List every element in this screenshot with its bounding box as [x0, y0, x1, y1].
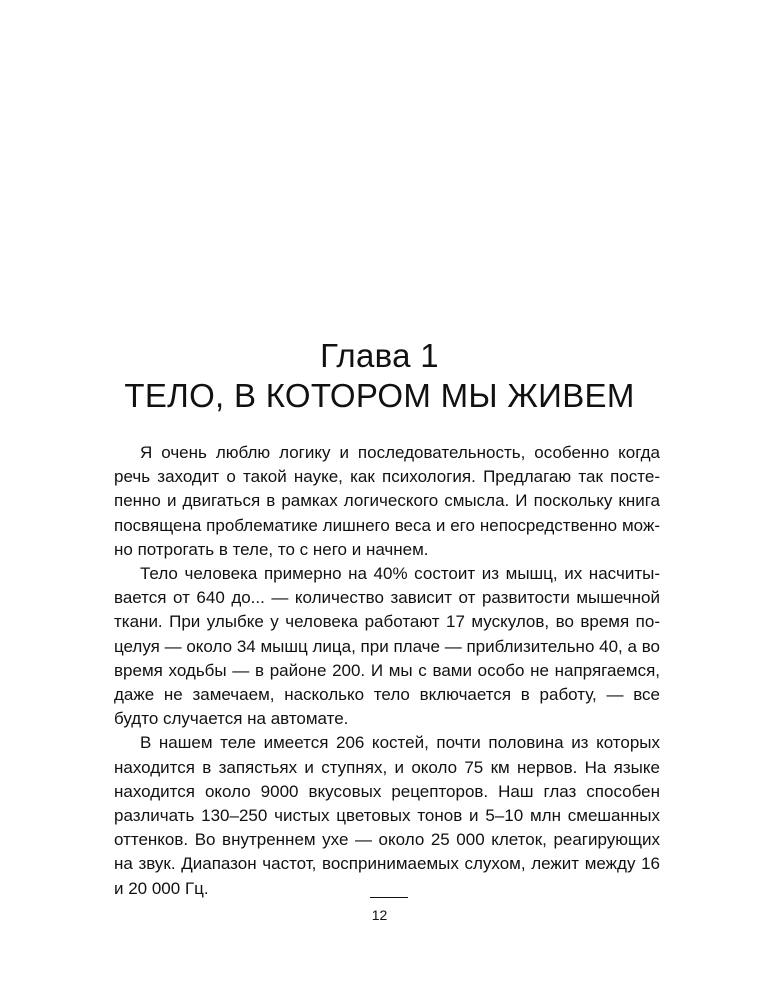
- chapter-number: Глава 1: [320, 337, 439, 374]
- footer-rule: [370, 897, 408, 898]
- paragraph: Тело человека примерно на 40% состоит из мышц, их насчитывается от 640 до... — количество зависит от развитости мышечной ткани. При улыбке у человека работают 17 мускулов, во время поцелуя — около 34 мышц лица, при плаче — приблизительно 40, а во время ходьбы — в районе 200. И мы с вами особо не напрягаемся, даже не замечаем, насколько тело включается в работу, — все будто случается на автомате.: [114, 564, 660, 729]
- chapter-title: ТЕЛО, В КОТОРОМ МЫ ЖИВЕМ: [124, 377, 635, 414]
- body-text: [114, 441, 660, 901]
- chapter-heading: [0, 336, 759, 416]
- paragraph: В нашем теле имеется 206 костей, почти половина из которых находится в запястьях и ступнях, и около 75 км нервов. На языке находится около 9000 вкусовых рецепторов. Наш глаз способен различать 130–250 чистых цветовых тонов и 5–10 млн смешанных оттенков. Во внутреннем ухе — около 25 000 клеток, реагирующих на звук. Диапазон частот, воспринимаемых слухом, лежит между 16 и 20 000 Гц.: [114, 733, 660, 898]
- paragraph: Я очень люблю логику и последовательность, особенно когда речь заходит о такой науке, как психология. Предлагаю так постепенно и двигаться в рамках логического смысла. И поскольку книга посвящена проблематике лишнего веса и его непосредственно можно потрогать в теле, то с него и начнем.: [114, 443, 660, 559]
- page-number: 12: [371, 907, 388, 923]
